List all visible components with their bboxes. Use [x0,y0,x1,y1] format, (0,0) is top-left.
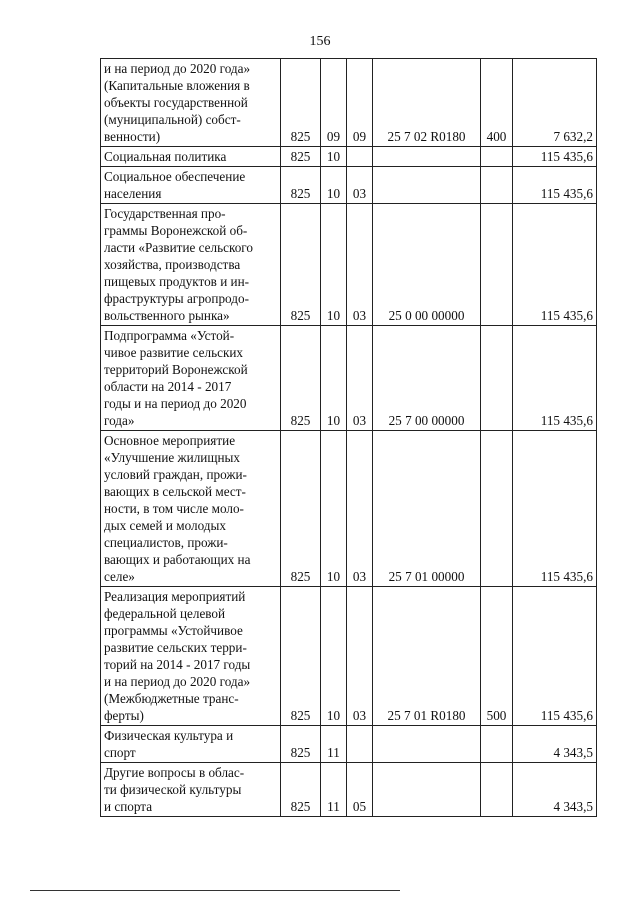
grbs-cell: 825 [281,147,321,167]
subsection-cell: 09 [347,59,373,147]
amount-cell: 115 435,6 [513,587,597,726]
table-row [101,147,597,167]
expense-type-cell: 400 [481,59,513,147]
table-row [101,326,597,431]
section-cell: 09 [321,59,347,147]
row-name-cell: Реализация мероприятий федеральной целевой программы «Устойчивое развитие сельских терри- торий на 2014 - 2017 годы и на период до 2020 года» (Межбюджетные транс- ферты) [101,587,281,726]
amount-cell: 4 343,5 [513,726,597,763]
amount-cell: 115 435,6 [513,431,597,587]
grbs-cell: 825 [281,726,321,763]
grbs-cell: 825 [281,204,321,326]
target-article-cell [373,763,481,817]
section-cell: 11 [321,763,347,817]
target-article-cell: 25 7 01 R0180 [373,587,481,726]
row-name-cell: Государственная про- граммы Воронежской об- ласти «Развитие сельского хозяйства, производства пищевых продуктов и ин- фраструктуры агропродо- вольственного рынка» [101,204,281,326]
subsection-cell: 05 [347,763,373,817]
grbs-cell: 825 [281,167,321,204]
amount-cell: 115 435,6 [513,326,597,431]
amount-cell: 115 435,6 [513,167,597,204]
expense-type-cell [481,326,513,431]
amount-cell: 115 435,6 [513,147,597,167]
grbs-cell: 825 [281,431,321,587]
section-cell: 10 [321,431,347,587]
grbs-cell: 825 [281,326,321,431]
table-row [101,763,597,817]
section-cell: 10 [321,204,347,326]
expense-type-cell [481,147,513,167]
table-row [101,587,597,726]
amount-cell: 7 632,2 [513,59,597,147]
table-row [101,59,597,147]
footnote-divider [30,890,400,891]
row-name-cell: Другие вопросы в облас- ти физической культуры и спорта [101,763,281,817]
target-article-cell: 25 0 00 00000 [373,204,481,326]
page-number: 156 [309,34,331,49]
grbs-cell: 825 [281,763,321,817]
expense-type-cell: 500 [481,587,513,726]
amount-cell: 115 435,6 [513,204,597,326]
expense-type-cell [481,726,513,763]
subsection-cell: 03 [347,204,373,326]
row-name-cell: и на период до 2020 года» (Капитальные вложения в объекты государственной (муниципальной) собст- венности) [101,59,281,147]
subsection-cell [347,147,373,167]
target-article-cell: 25 7 02 R0180 [373,59,481,147]
subsection-cell: 03 [347,167,373,204]
target-article-cell: 25 7 00 00000 [373,326,481,431]
subsection-cell: 03 [347,587,373,726]
table-row [101,431,597,587]
expense-type-cell [481,167,513,204]
table-row [101,167,597,204]
target-article-cell [373,167,481,204]
target-article-cell [373,726,481,763]
grbs-cell: 825 [281,587,321,726]
target-article-cell: 25 7 01 00000 [373,431,481,587]
expense-type-cell [481,763,513,817]
section-cell: 10 [321,326,347,431]
row-name-cell: Социальная политика [101,147,281,167]
section-cell: 10 [321,167,347,204]
row-name-cell: Основное мероприятие «Улучшение жилищных условий граждан, прожи- вающих в сельской мест- ности, в том числе моло- дых семей и молодых специалистов, прожи- вающих и работающих на селе» [101,431,281,587]
section-cell: 10 [321,587,347,726]
expense-type-cell [481,204,513,326]
target-article-cell [373,147,481,167]
expense-type-cell [481,431,513,587]
subsection-cell: 03 [347,326,373,431]
row-name-cell: Подпрограмма «Устой- чивое развитие сельских территорий Воронежской области на 2014 - 2017 годы и на период до 2020 года» [101,326,281,431]
row-name-cell: Физическая культура и спорт [101,726,281,763]
budget-table [100,58,597,817]
section-cell: 10 [321,147,347,167]
section-cell: 11 [321,726,347,763]
subsection-cell: 03 [347,431,373,587]
table-row [101,726,597,763]
grbs-cell: 825 [281,59,321,147]
amount-cell: 4 343,5 [513,763,597,817]
table-row [101,204,597,326]
subsection-cell [347,726,373,763]
row-name-cell: Социальное обеспечение населения [101,167,281,204]
